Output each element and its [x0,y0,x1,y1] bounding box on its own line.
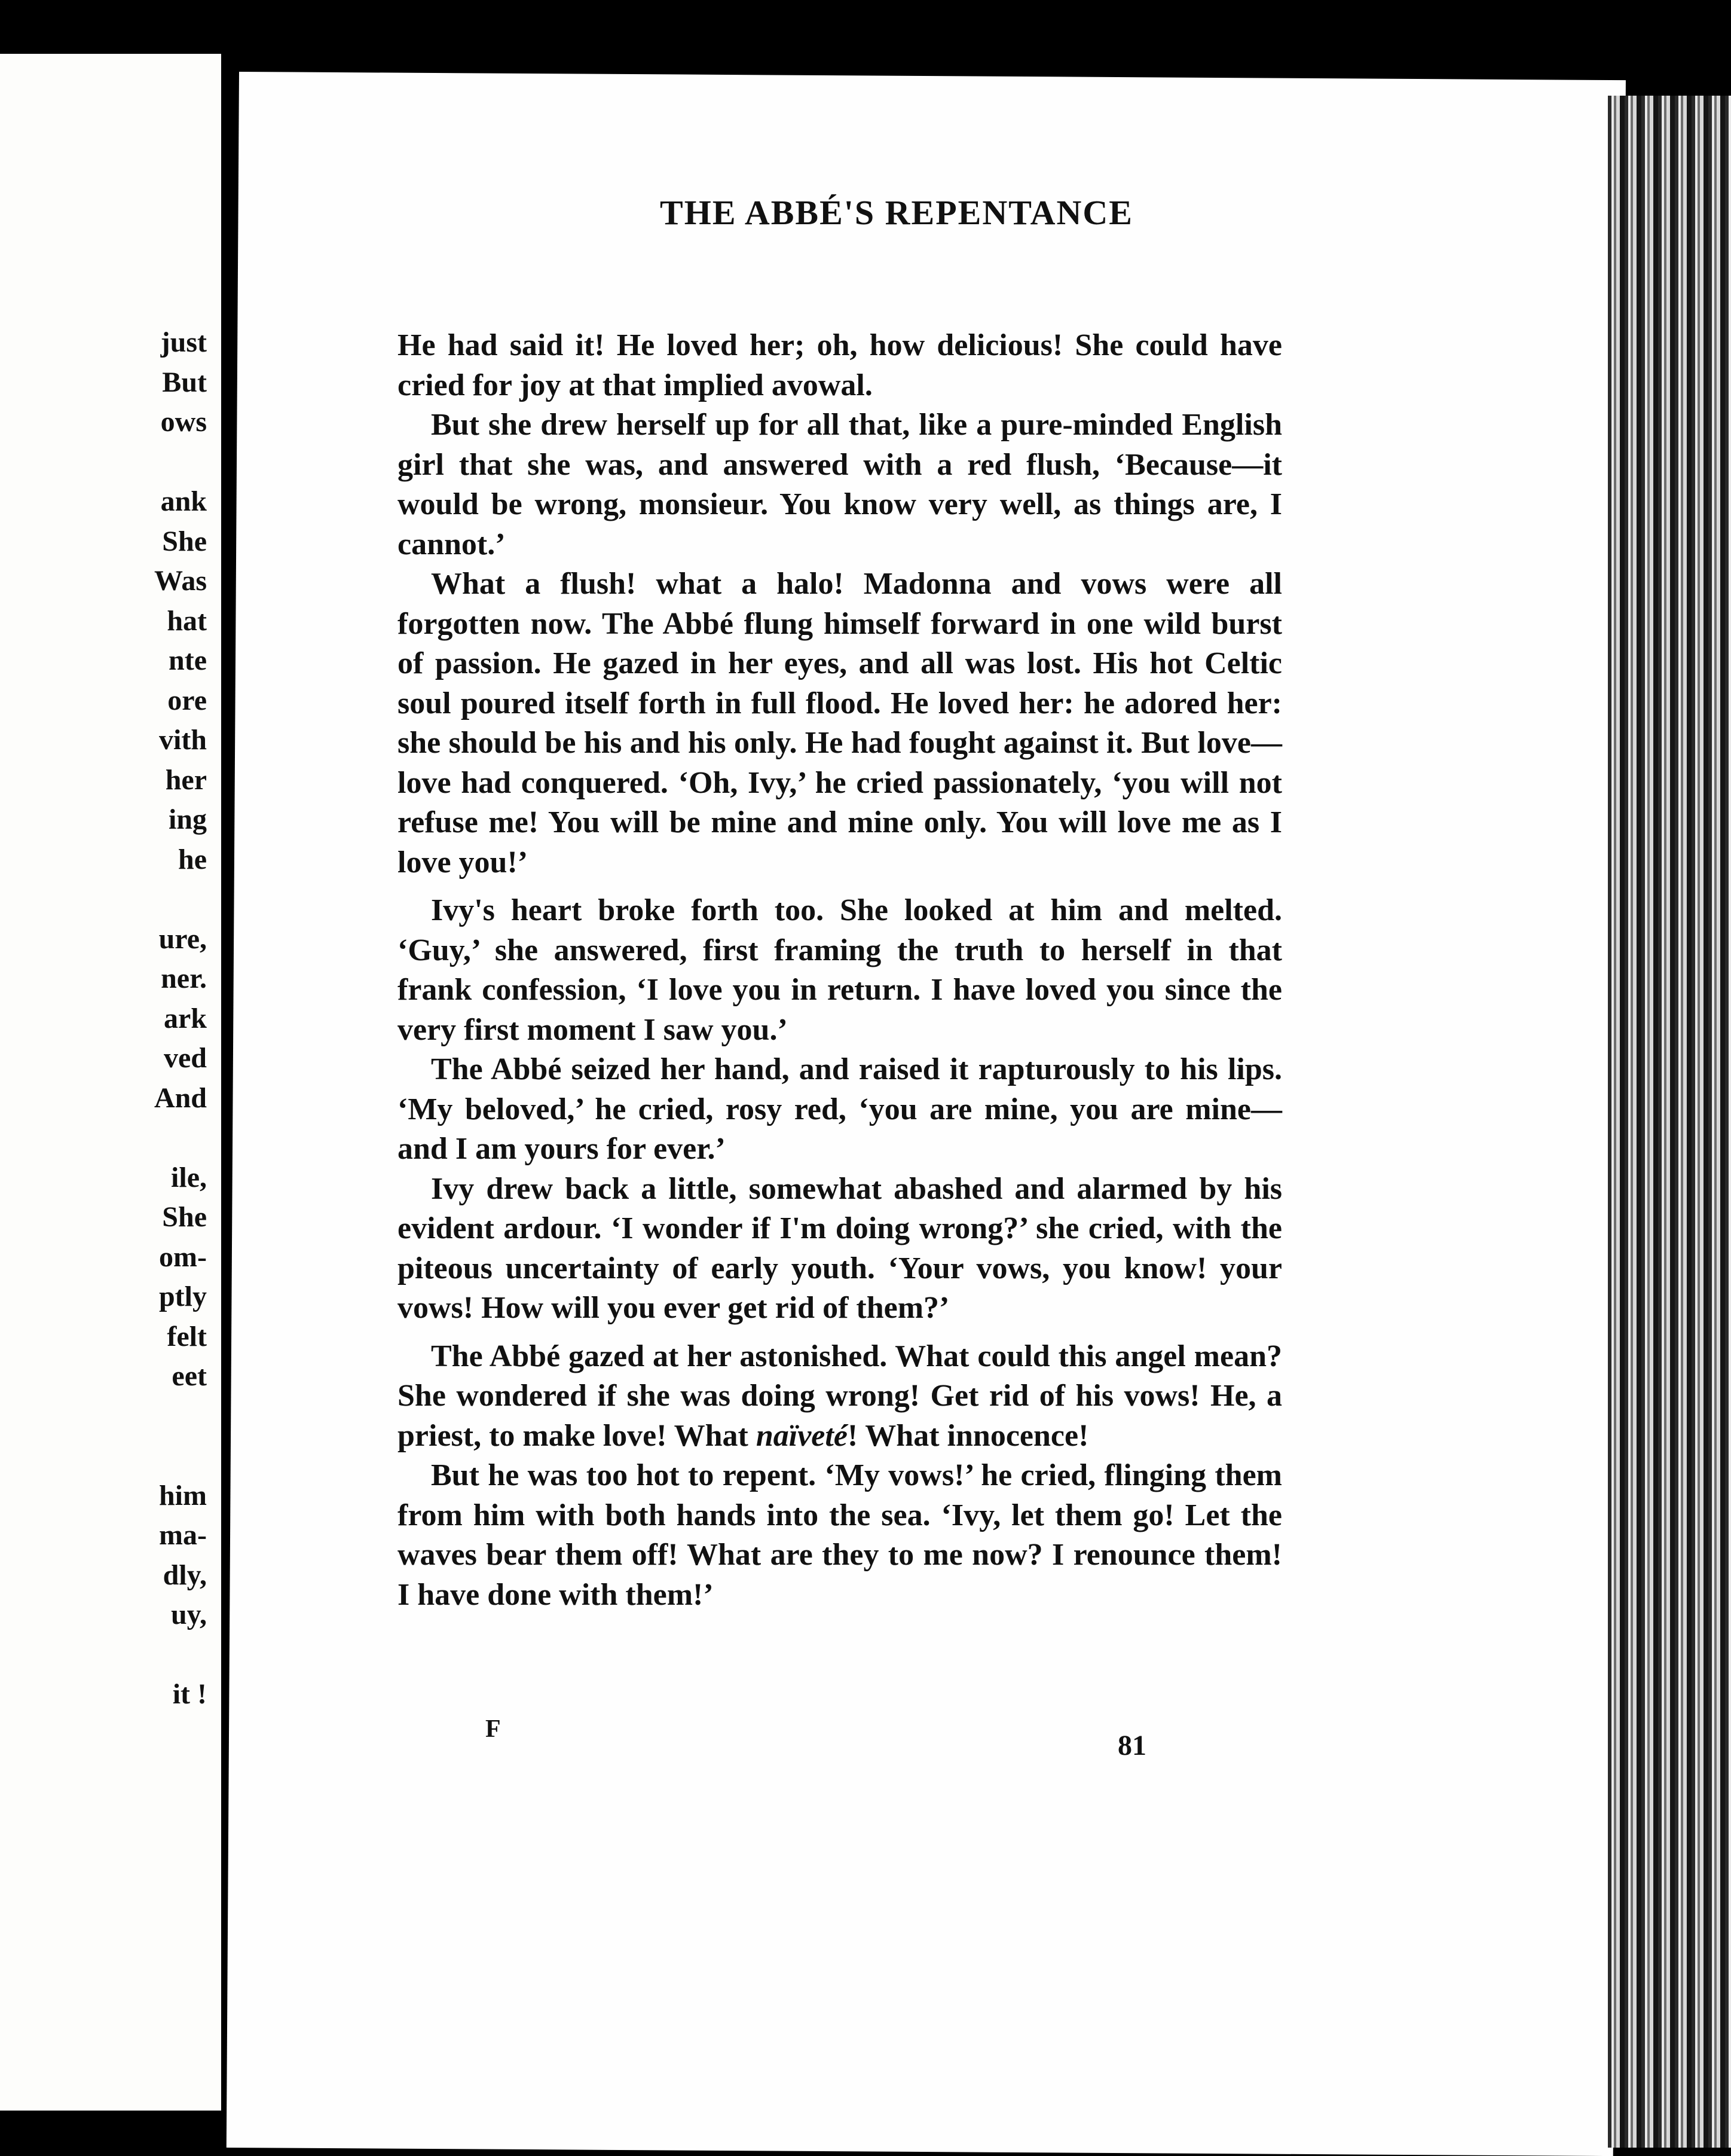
facing-page-line: But [162,366,207,398]
running-head: THE ABBÉ'S REPENTANCE [660,193,1133,232]
paragraph-text: ! What innocence! [847,1418,1089,1453]
facing-page-line: eet [172,1360,207,1392]
paragraph: But she drew herself up for all that, like a pure-minded English girl that she was, and answered with a red flush, ‘Because—it would be wrong, monsieur. You know very well, as things are, I cannot.’ [397,408,1282,561]
paragraph: Ivy's heart broke forth too. She looked at him and melted. ‘Guy,’ she answered, first framing the truth to herself in that frank confession, ‘I love you in return. I have loved you since the very first moment I saw you.’ [397,893,1282,1047]
paragraph: The Abbé seized her hand, and raised it rapturously to his lips. ‘My beloved,’ he cried, rosy red, ‘you are mine, you are mine—and I am yours for ever.’ [397,1052,1282,1166]
facing-page-line: ma- [159,1519,207,1551]
facing-page-line: vith [158,724,207,756]
facing-page-line: And [154,1082,207,1114]
facing-page-line: ark [164,1002,207,1034]
paragraph: What a flush! what a halo! Madonna and vows were all forgotten now. The Abbé flung himself forward in one wild burst of passion. He gazed in her eyes, and all was lost. His hot Celtic soul poured itself forth in full flood. He loved her: he adored her: she should be his and his only. He had fought against it. But love—love had conquered. ‘Oh, Ivy,’ he cried passionately, ‘you will not refuse me! You will be mine and mine only. You will love me as I love you!’ [397,567,1282,879]
facing-page-line: om- [159,1241,207,1273]
facing-page-line: he [178,843,207,875]
paragraph: Ivy drew back a little, somewhat abashed and alarmed by his evident ardour. ‘I wonder if I'm doing wrong?’ she cried, with the piteous uncertainty of early youth. ‘Your vows, you know! your vows! How will you ever get rid of them?’ [397,1171,1282,1325]
page-text [397,326,1282,1615]
facing-page-line: ved [164,1042,207,1074]
paragraph-text: The Abbé gazed at her astonished. What could this angel mean? She wondered if she was doing wrong! Get rid of his vows! He, a priest, to make love! What [397,1339,1282,1453]
page-number: 81 [1118,1730,1146,1761]
facing-page-line: her [165,764,207,796]
facing-page-line: ing [168,804,207,835]
facing-page-line: hat [167,604,207,637]
facing-page-line: ile, [171,1161,207,1193]
facing-page-line: ank [160,485,207,517]
facing-page-line: She [162,1201,207,1233]
facing-page-line: just [160,326,207,358]
paragraph: But he was too hot to repent. ‘My vows!’ he cried, flinging them from him with both hands into the sea. ‘Ivy, let them go! Let the waves bear them off! What are they to me now? I renounce them! I have done with them!’ [397,1458,1282,1612]
facing-page-line: it ! [172,1678,207,1710]
facing-page-line: uy, [170,1599,207,1630]
paragraph [397,1337,1282,1456]
italic-word: naïveté [756,1418,848,1453]
facing-page-line: felt [167,1320,207,1352]
facing-page-line: dly, [163,1559,207,1591]
facing-page-line: ure, [158,923,207,955]
facing-page-line: ore [167,684,207,716]
page-edges [1608,96,1731,2148]
signature-mark: F [485,1715,501,1743]
facing-page [0,54,225,2111]
facing-page-line: ows [160,406,207,438]
facing-page-line: him [158,1479,207,1511]
paragraph: He had said it! He loved her; oh, how delicious! She could have cried for joy at that implied avowal. [397,328,1282,402]
facing-page-line: nte [169,645,207,676]
facing-page-line: ner. [161,963,207,994]
facing-page-line: ptly [158,1281,207,1312]
facing-page-line: Was [154,565,207,597]
facing-page-line: She [162,525,207,557]
